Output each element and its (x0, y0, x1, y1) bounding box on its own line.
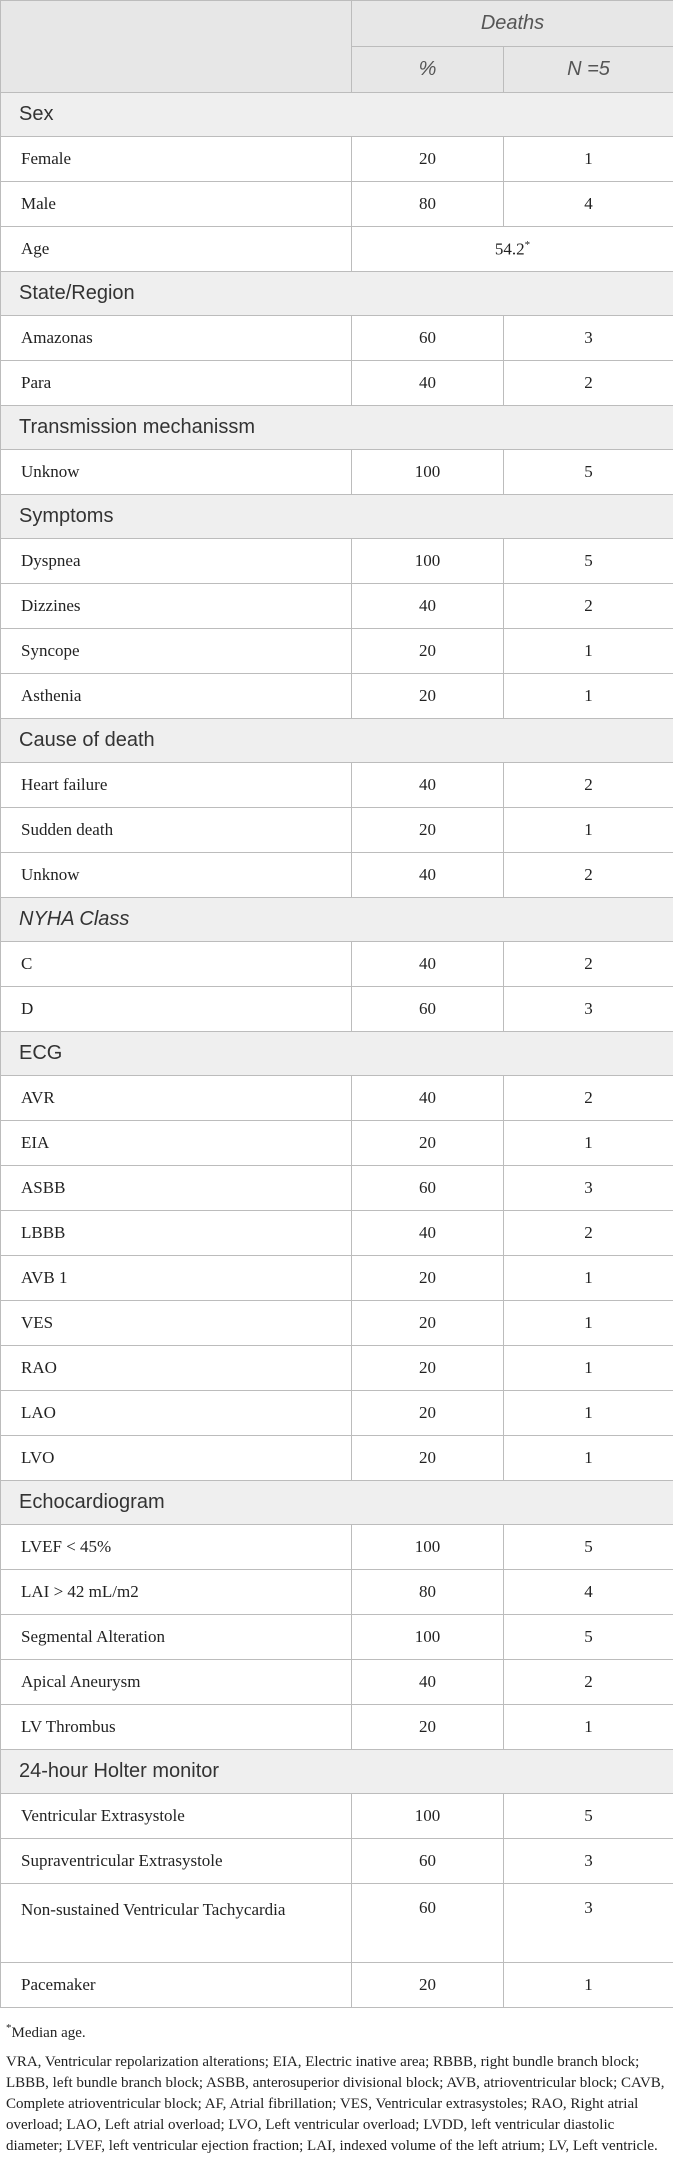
table-row (1, 674, 673, 719)
row-count: 2 (504, 361, 673, 406)
section-title: Symptoms (1, 495, 673, 539)
table-row (1, 1705, 673, 1750)
row-percent: 40 (352, 584, 504, 629)
row-percent: 80 (352, 1570, 504, 1615)
row-percent: 40 (352, 1211, 504, 1256)
footnote-median: *Median age. (6, 2022, 86, 2041)
row-count: 5 (504, 1525, 673, 1570)
row-percent: 40 (352, 1076, 504, 1121)
section-title: Cause of death (1, 719, 673, 763)
table-row (1, 1570, 673, 1615)
row-label: LV Thrombus (1, 1705, 352, 1750)
row-count: 3 (504, 316, 673, 361)
row-label: D (1, 987, 352, 1032)
row-percent: 40 (352, 853, 504, 898)
row-label: Non-sustained Ventricular Tachycardia (1, 1884, 352, 1963)
row-count: 4 (504, 182, 673, 227)
table-row (1, 987, 673, 1032)
section-title: Transmission mechanissm (1, 406, 673, 450)
table-row (1, 1346, 673, 1391)
row-label: Unknow (1, 853, 352, 898)
row-label: LAO (1, 1391, 352, 1436)
row-count: 2 (504, 1660, 673, 1705)
row-label: Dyspnea (1, 539, 352, 584)
row-count: 3 (504, 1839, 673, 1884)
section-title: Echocardiogram (1, 1481, 673, 1525)
row-percent: 40 (352, 763, 504, 808)
section-title: Sex (1, 93, 673, 137)
row-label: Female (1, 137, 352, 182)
table-row (1, 584, 673, 629)
row-percent: 40 (352, 1660, 504, 1705)
row-label: Unknow (1, 450, 352, 495)
row-count: 2 (504, 584, 673, 629)
row-count: 4 (504, 1570, 673, 1615)
row-count: 2 (504, 942, 673, 987)
row-percent: 60 (352, 316, 504, 361)
table-row (1, 1963, 673, 2008)
section-header (1, 272, 673, 316)
row-count: 1 (504, 808, 673, 853)
section-title: NYHA Class (1, 898, 673, 942)
footnote-abbreviations: VRA, Ventricular repolarization alterations; EIA, Electric inative area; RBBB, right bundle branch block; LBBB, left bundle branch block; ASBB, anterosuperior divisional block; AVB, atrioventricular block; CAVB, Complete atrioventricular block; AF, Atrial fibrillation; VES, Ventricular extrasystoles; RAO, Right atrial overload; LAO, Left atrial overload; LVO, Left ventricular overload; LVDD, left ventricular diastolic diameter; LVEF, left ventricular ejection fraction; LAI, indexed volume of the left atrium; LV, Left ventricle. (6, 2054, 665, 2154)
row-count: 1 (504, 1963, 673, 2008)
table-row (1, 1076, 673, 1121)
row-percent: 40 (352, 942, 504, 987)
row-label: Syncope (1, 629, 352, 674)
row-label: Male (1, 182, 352, 227)
header-percent: % (352, 47, 504, 93)
row-count: 1 (504, 1256, 673, 1301)
table-row (1, 450, 673, 495)
row-label: Pacemaker (1, 1963, 352, 2008)
header-group-deaths: Deaths (352, 1, 673, 47)
table-row (1, 1839, 673, 1884)
row-label: Age (1, 227, 352, 272)
table-row (1, 182, 673, 227)
row-percent: 20 (352, 1256, 504, 1301)
table-row (1, 1525, 673, 1570)
row-percent: 20 (352, 674, 504, 719)
section-header (1, 719, 673, 763)
row-count: 2 (504, 853, 673, 898)
row-percent: 60 (352, 987, 504, 1032)
row-count: 5 (504, 1615, 673, 1660)
section-header (1, 898, 673, 942)
row-count: 2 (504, 763, 673, 808)
row-label: Apical Aneurysm (1, 1660, 352, 1705)
row-count: 1 (504, 1436, 673, 1481)
row-count: 1 (504, 1705, 673, 1750)
row-label: Para (1, 361, 352, 406)
row-count: 5 (504, 539, 673, 584)
table-row (1, 316, 673, 361)
row-percent: 100 (352, 450, 504, 495)
table-row (1, 1436, 673, 1481)
row-percent: 20 (352, 1121, 504, 1166)
table-row (1, 1391, 673, 1436)
table-row (1, 1211, 673, 1256)
row-label: Dizzines (1, 584, 352, 629)
row-percent: 100 (352, 539, 504, 584)
table-row (1, 1121, 673, 1166)
table-row (1, 1166, 673, 1211)
table-row (1, 629, 673, 674)
table-row (1, 1660, 673, 1705)
row-percent: 20 (352, 1391, 504, 1436)
row-label: Segmental Alteration (1, 1615, 352, 1660)
row-percent: 20 (352, 1301, 504, 1346)
section-header (1, 1481, 673, 1525)
row-count: 5 (504, 1794, 673, 1839)
table-row (1, 1256, 673, 1301)
row-merged-value: 54.2* (352, 227, 673, 272)
row-count: 1 (504, 1346, 673, 1391)
row-count: 1 (504, 137, 673, 182)
row-label: AVB 1 (1, 1256, 352, 1301)
footnotes (0, 2008, 673, 2157)
table-row (1, 853, 673, 898)
row-count: 5 (504, 450, 673, 495)
row-label: LBBB (1, 1211, 352, 1256)
row-percent: 60 (352, 1166, 504, 1211)
row-count: 1 (504, 1301, 673, 1346)
header-n: N =5 (504, 47, 673, 93)
row-label: ASBB (1, 1166, 352, 1211)
row-percent: 100 (352, 1615, 504, 1660)
row-percent: 20 (352, 1436, 504, 1481)
section-header (1, 495, 673, 539)
row-label: Heart failure (1, 763, 352, 808)
table-row (1, 361, 673, 406)
row-percent: 20 (352, 137, 504, 182)
row-count: 1 (504, 629, 673, 674)
section-title: State/Region (1, 272, 673, 316)
row-label: Supraventricular Extrasystole (1, 1839, 352, 1884)
row-percent: 20 (352, 1705, 504, 1750)
section-header (1, 406, 673, 450)
table-row (1, 942, 673, 987)
section-header (1, 1750, 673, 1794)
row-percent: 40 (352, 361, 504, 406)
row-label: RAO (1, 1346, 352, 1391)
row-label: C (1, 942, 352, 987)
table-row (1, 1884, 673, 1963)
row-label: Asthenia (1, 674, 352, 719)
row-count: 1 (504, 1391, 673, 1436)
row-percent: 100 (352, 1794, 504, 1839)
header-blank-cell (1, 1, 352, 93)
section-header (1, 1032, 673, 1076)
row-percent: 60 (352, 1839, 504, 1884)
table-row (1, 1794, 673, 1839)
table-row (1, 539, 673, 584)
row-percent: 20 (352, 1346, 504, 1391)
row-label: LAI > 42 mL/m2 (1, 1570, 352, 1615)
table-row (1, 763, 673, 808)
row-count: 3 (504, 1166, 673, 1211)
section-header (1, 93, 673, 137)
section-title: ECG (1, 1032, 673, 1076)
table-row (1, 1615, 673, 1660)
table-header (1, 1, 673, 93)
row-percent: 20 (352, 1963, 504, 2008)
row-label: LVO (1, 1436, 352, 1481)
table-body (1, 93, 673, 2008)
table-row (1, 1301, 673, 1346)
row-label: LVEF < 45% (1, 1525, 352, 1570)
table-row (1, 808, 673, 853)
row-label: EIA (1, 1121, 352, 1166)
table-row (1, 227, 673, 272)
table-row (1, 137, 673, 182)
row-label: Amazonas (1, 316, 352, 361)
row-count: 2 (504, 1076, 673, 1121)
row-percent: 20 (352, 629, 504, 674)
row-percent: 80 (352, 182, 504, 227)
row-percent: 100 (352, 1525, 504, 1570)
row-count: 1 (504, 674, 673, 719)
row-label: AVR (1, 1076, 352, 1121)
row-count: 1 (504, 1121, 673, 1166)
row-count: 2 (504, 1211, 673, 1256)
row-label: Sudden death (1, 808, 352, 853)
row-count: 3 (504, 987, 673, 1032)
row-percent: 20 (352, 808, 504, 853)
section-title: 24-hour Holter monitor (1, 1750, 673, 1794)
row-label: Ventricular Extrasystole (1, 1794, 352, 1839)
row-percent: 60 (352, 1884, 504, 1963)
row-label: VES (1, 1301, 352, 1346)
row-count: 3 (504, 1884, 673, 1963)
